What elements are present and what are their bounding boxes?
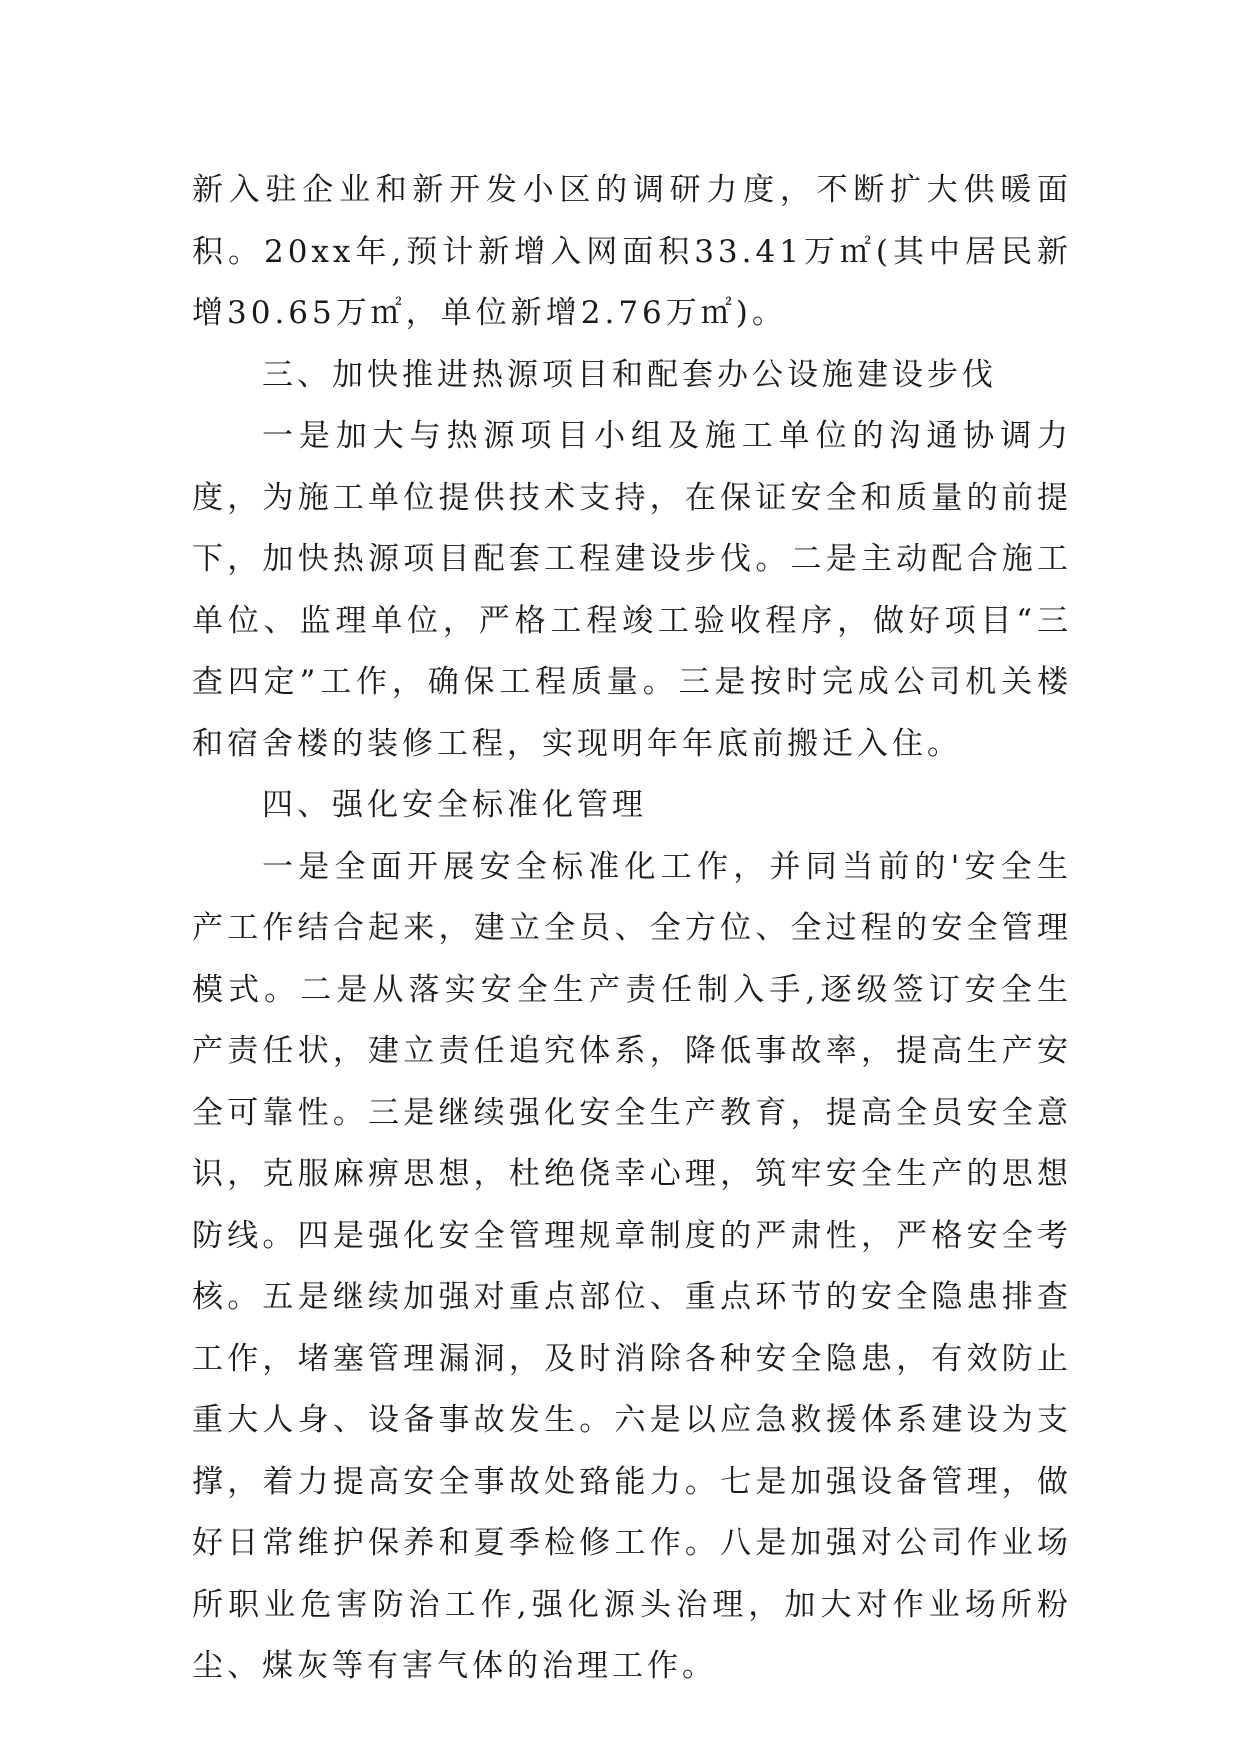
section-heading-4: 四、强化安全标准化管理 bbox=[262, 787, 647, 823]
paragraph-heat-source-project: 一是加大与热源项目小组及施工单位的沟通协调力度，为施工单位提供技术支持，在保证安全和质量的前提下，加快热源项目配套工程建设步伐。二是主动配合施工单位、监理单位，严格工程竣工验收程序，做好项目“三查四定”工作，确保工程质量。三是按时完成公司机关楼和宿舍楼的装修工程，实现明年年底前搬迁入住。 bbox=[192, 418, 1072, 762]
document-body bbox=[192, 160, 1072, 1698]
paragraph-heating-area: 新入驻企业和新开发小区的调研力度，不断扩大供暖面积。20xx年,预计新增入网面积33.41万㎡(其中居民新增30.65万㎡，单位新增2.76万㎡)。 bbox=[192, 172, 1072, 331]
paragraph-safety-management: 一是全面开展安全标准化工作，并同当前的'安全生产工作结合起来，建立全员、全方位、全过程的安全管理模式。二是从落实安全生产责任制入手,逐级签订安全生产责任状，建立责任追究体系，降低事故率，提高生产安全可靠性。三是继续强化安全生产教育，提高全员安全意识，克服麻痹思想，杜绝侥幸心理，筑牢安全生产的思想防线。四是强化安全管理规章制度的严肃性，严格安全考核。五是继续加强对重点部位、重点环节的安全隐患排查工作，堵塞管理漏洞，及时消除各种安全隐患，有效防止重大人身、设备事故发生。六是以应急救援体系建设为支撑，着力提高安全事故处臵能力。七是加强设备管理，做好日常维护保养和夏季检修工作。八是加强对公司作业场所职业危害防治工作,强化源头治理，加大对作业场所粉尘、煤灰等有害气体的治理工作。 bbox=[192, 848, 1072, 1684]
section-heading-3: 三、加快推进热源项目和配套办公设施建设步伐 bbox=[262, 356, 997, 393]
